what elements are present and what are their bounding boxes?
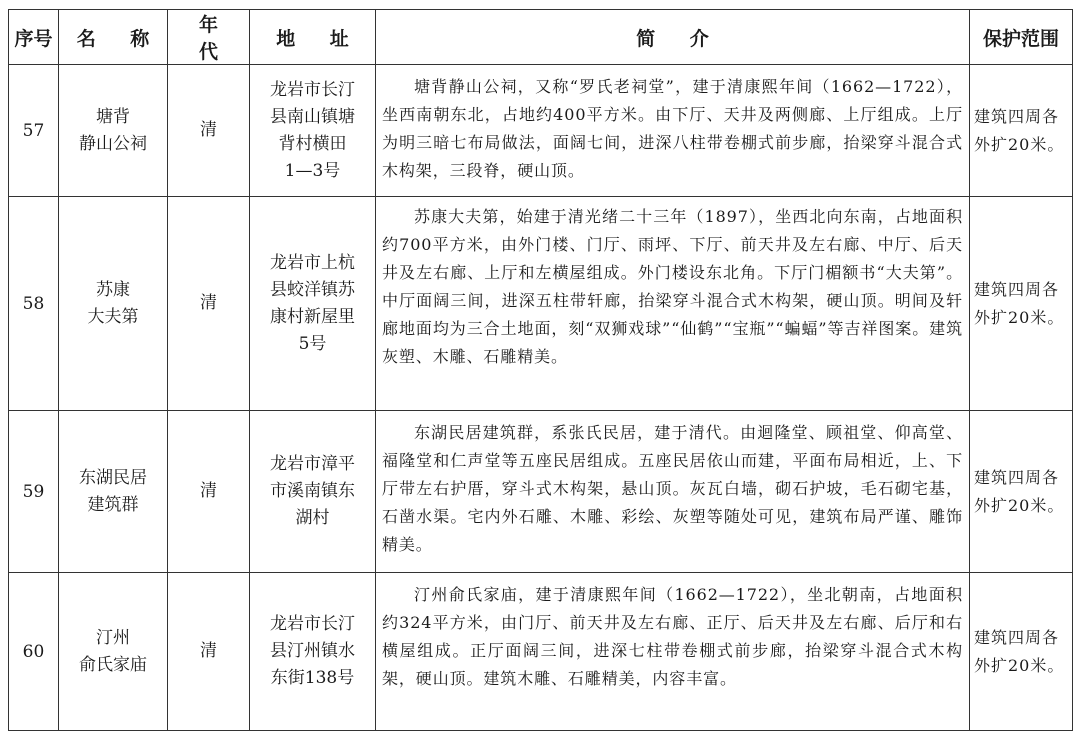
cell-protection: 建筑四周各外扩20米。 <box>970 65 1073 197</box>
cell-address: 龙岩市上杭 县蛟洋镇苏 康村新屋里 5号 <box>250 197 376 411</box>
cell-era: 清 <box>168 197 250 411</box>
cell-no: 59 <box>9 411 59 573</box>
cell-name: 塘背 静山公祠 <box>59 65 168 197</box>
cell-name: 汀州 俞氏家庙 <box>59 573 168 731</box>
heritage-sites-table <box>8 9 1073 731</box>
cell-no: 58 <box>9 197 59 411</box>
header-protection: 保护范围 <box>970 10 1073 65</box>
cell-era: 清 <box>168 573 250 731</box>
cell-address: 龙岩市长汀 县南山镇塘 背村横田 1—3号 <box>250 65 376 197</box>
cell-no: 57 <box>9 65 59 197</box>
cell-era: 清 <box>168 65 250 197</box>
cell-protection: 建筑四周各外扩20米。 <box>970 573 1073 731</box>
description-text: 汀州俞氏家庙，建于清康熙年间（1662—1722），坐北朝南，占地面积约324平方米，由门厅、前天井及左右廊、正厅、后天井及左右廊、后厅和右横屋组成。正厅面阔三间，进深七柱带卷棚式前步廊，抬梁穿斗混合式木构架，硬山顶。建筑木雕、石雕精美，内容丰富。 <box>382 585 963 688</box>
cell-no: 60 <box>9 573 59 731</box>
description-text: 塘背静山公祠，又称“罗氏老祠堂”，建于清康熙年间（1662—1722），坐西南朝东北，占地约400平方米。由下厅、天井及两侧廊、上厅组成。上厅为明三暗七布局做法，面阔七间，进深八柱带卷棚式前步廊，抬梁穿斗混合式木构架，三段脊，硬山顶。 <box>382 77 963 180</box>
description-text: 苏康大夫第，始建于清光绪二十三年（1897），坐西北向东南，占地面积约700平方米，由外门楼、门厅、雨坪、下厅、前天井及左右廊、中厅、后天井及左右廊、上厅和左横屋组成。外门楼设东北角。下厅门楣额书“大夫第”。中厅面阔三间，进深五柱带轩廊，抬梁穿斗混合式木构架，硬山顶。明间及轩廊地面均为三合土地面，刻“双狮戏球”“仙鹤”“宝瓶”“蝙蝠”等吉祥图案。建筑灰塑、木雕、石雕精美。 <box>382 207 963 366</box>
cell-description <box>376 65 970 197</box>
description-text: 东湖民居建筑群，系张氏民居，建于清代。由迴隆堂、顾祖堂、仰高堂、福隆堂和仁声堂等五座民居组成。五座民居依山而建，平面布局相近，上、下厅带左右护厝，穿斗式木构架，悬山顶。灰瓦白墙，砌石护坡，毛石砌宅基，石凿水渠。宅内外石雕、木雕、彩绘、灰塑等随处可见，建筑布局严谨、雕饰精美。 <box>382 423 963 554</box>
table-row <box>9 197 1073 411</box>
header-era: 年 代 <box>168 10 250 65</box>
header-address: 地 址 <box>250 10 376 65</box>
header-no: 序号 <box>9 10 59 65</box>
table-header-row <box>9 10 1073 65</box>
header-description: 简 介 <box>376 10 970 65</box>
header-name: 名 称 <box>59 10 168 65</box>
cell-name: 东湖民居 建筑群 <box>59 411 168 573</box>
cell-protection: 建筑四周各外扩20米。 <box>970 197 1073 411</box>
cell-description <box>376 411 970 573</box>
cell-name: 苏康 大夫第 <box>59 197 168 411</box>
table-row <box>9 411 1073 573</box>
table-row <box>9 65 1073 197</box>
cell-description <box>376 197 970 411</box>
cell-description <box>376 573 970 731</box>
cell-address: 龙岩市长汀 县汀州镇水 东街138号 <box>250 573 376 731</box>
cell-era: 清 <box>168 411 250 573</box>
cell-address: 龙岩市漳平 市溪南镇东 湖村 <box>250 411 376 573</box>
table-row <box>9 573 1073 731</box>
cell-protection: 建筑四周各外扩20米。 <box>970 411 1073 573</box>
